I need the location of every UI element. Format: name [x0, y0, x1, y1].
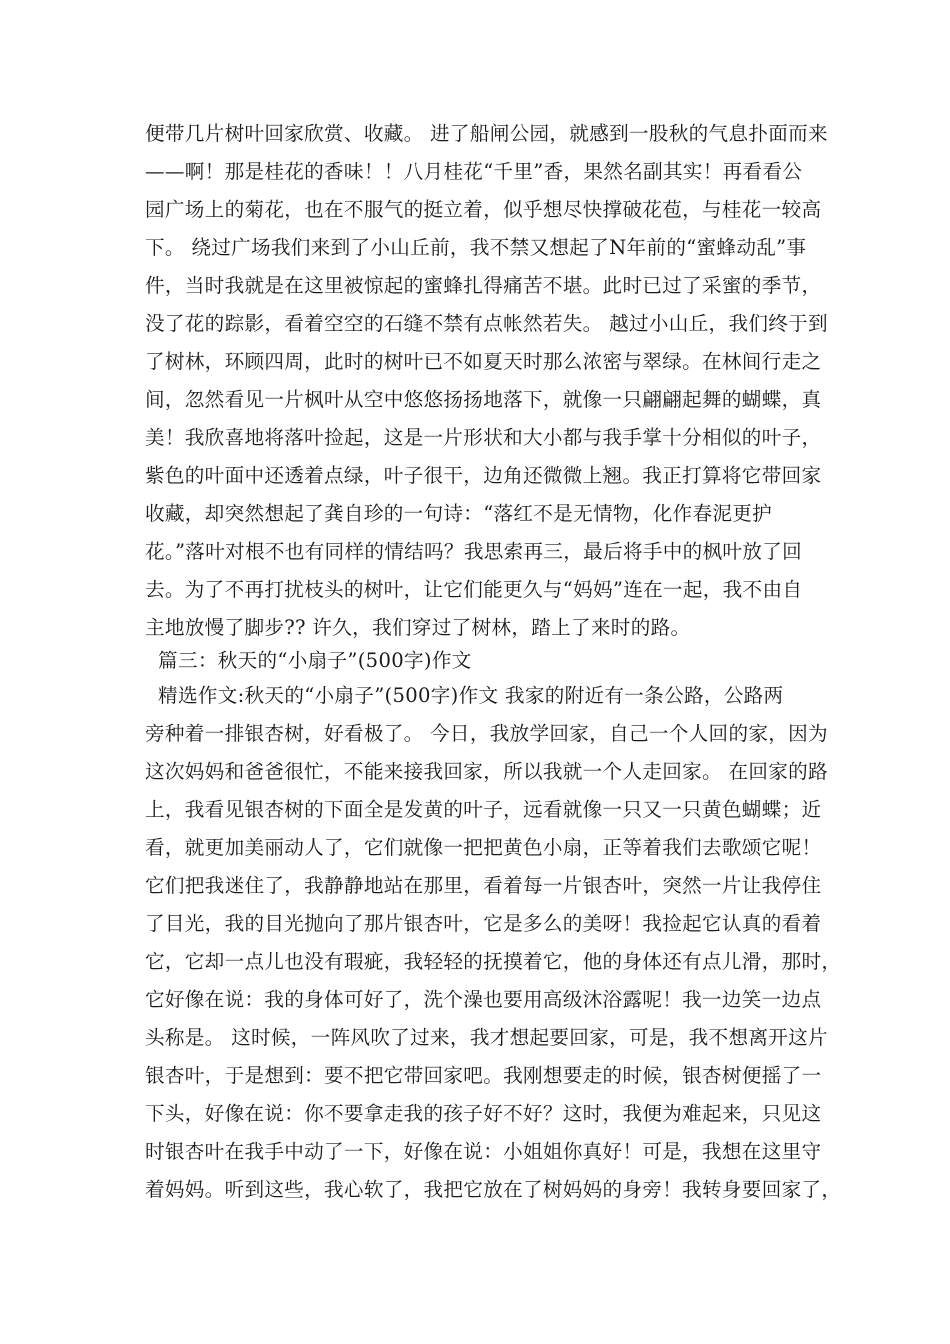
text-line: 了目光，我的目光抛向了那片银杏叶，它是多么的美呀！我捡起它认真的看着	[145, 912, 822, 935]
text-line: 旁种着一排银杏树，好看极了。 今日，我放学回家，自己一个人回的家，因为	[145, 722, 828, 745]
text-line: 主地放慢了脚步?? 许久，我们穿过了树林，踏上了来时的路。	[145, 616, 691, 639]
text-line: 美！我欣喜地将落叶捡起，这是一片形状和大小都与我手掌十分相似的叶子，	[145, 426, 822, 449]
text-line: 便带几片树叶回家欣赏、收藏。 进了船闸公园，就感到一股秋的气息扑面而来	[145, 122, 828, 145]
text-line: 园广场上的菊花，也在不服气的挺立着，似乎想尽快撑破花苞，与桂花一较高	[145, 198, 822, 221]
text-line: 收藏，却突然想起了龚自珍的一句诗：“落红不是无情物，化作春泥更护	[145, 502, 773, 525]
text-line: 它，它却一点儿也没有瑕疵，我轻轻的抚摸着它，他的身体还有点儿滑，那时，	[145, 950, 842, 973]
text-line: 看，就更加美丽动人了，它们就像一把把黄色小扇，正等着我们去歌颂它呢！	[145, 836, 822, 859]
text-line: 紫色的叶面中还透着点绿，叶子很干，边角还微微上翘。我正打算将它带回家	[145, 464, 822, 487]
text-line: 着妈妈。听到这些，我心软了，我把它放在了树妈妈的身旁！我转身要回家了，	[145, 1178, 842, 1201]
section-heading: 篇三：秋天的“小扇子”(500字)作文	[145, 649, 472, 672]
text-line: 下。 绕过广场我们来到了小山丘前，我不禁又想起了N年前的“蜜蜂动乱”事	[145, 236, 807, 259]
text-line: ——啊！那是桂花的香味！！八月桂花“千里”香，果然名副其实！再看看公	[145, 160, 803, 183]
text-line: 去。为了不再打扰枝头的树叶，让它们能更久与“妈妈”连在一起，我不由自	[145, 578, 803, 601]
text-line: 精选作文:秋天的“小扇子”(500字)作文 我家的附近有一条公路，公路两	[145, 684, 784, 707]
text-line: 上，我看见银杏树的下面全是发黄的叶子，远看就像一只又一只黄色蝴蝶；近	[145, 798, 822, 821]
text-line: 银杏叶，于是想到：要不把它带回家吧。我刚想要走的时候，银杏树便摇了一	[145, 1064, 822, 1087]
text-line: 了树林，环顾四周，此时的树叶已不如夏天时那么浓密与翠绿。在林间行走之	[145, 350, 822, 373]
text-line: 下头，好像在说：你不要拿走我的孩子好不好？这时，我便为难起来，只见这	[145, 1102, 822, 1125]
text-line: 件，当时我就是在这里被惊起的蜜蜂扎得痛苦不堪。此时已过了采蜜的季节，	[145, 274, 822, 297]
text-line: 它好像在说：我的身体可好了，洗个澡也要用高级沐浴露呢！我一边笑一边点	[145, 988, 822, 1011]
text-line: 时银杏叶在我手中动了一下，好像在说：小姐姐你真好！可是，我想在这里守	[145, 1140, 822, 1163]
text-line: 间，忽然看见一片枫叶从空中悠悠扬扬地落下，就像一只翩翩起舞的蝴蝶，真	[145, 388, 822, 411]
text-line: 它们把我迷住了，我静静地站在那里，看着每一片银杏叶，突然一片让我停住	[145, 874, 822, 897]
text-line: 头称是。 这时候，一阵风吹了过来，我才想起要回家，可是，我不想离开这片	[145, 1026, 828, 1049]
text-line: 花。”落叶对根不也有同样的情结吗？我思索再三，最后将手中的枫叶放了回	[145, 540, 803, 563]
text-line: 没了花的踪影，看着空空的石缝不禁有点帐然若失。 越过小山丘，我们终于到	[145, 312, 828, 335]
text-line: 这次妈妈和爸爸很忙，不能来接我回家，所以我就一个人走回家。 在回家的路	[145, 760, 828, 783]
